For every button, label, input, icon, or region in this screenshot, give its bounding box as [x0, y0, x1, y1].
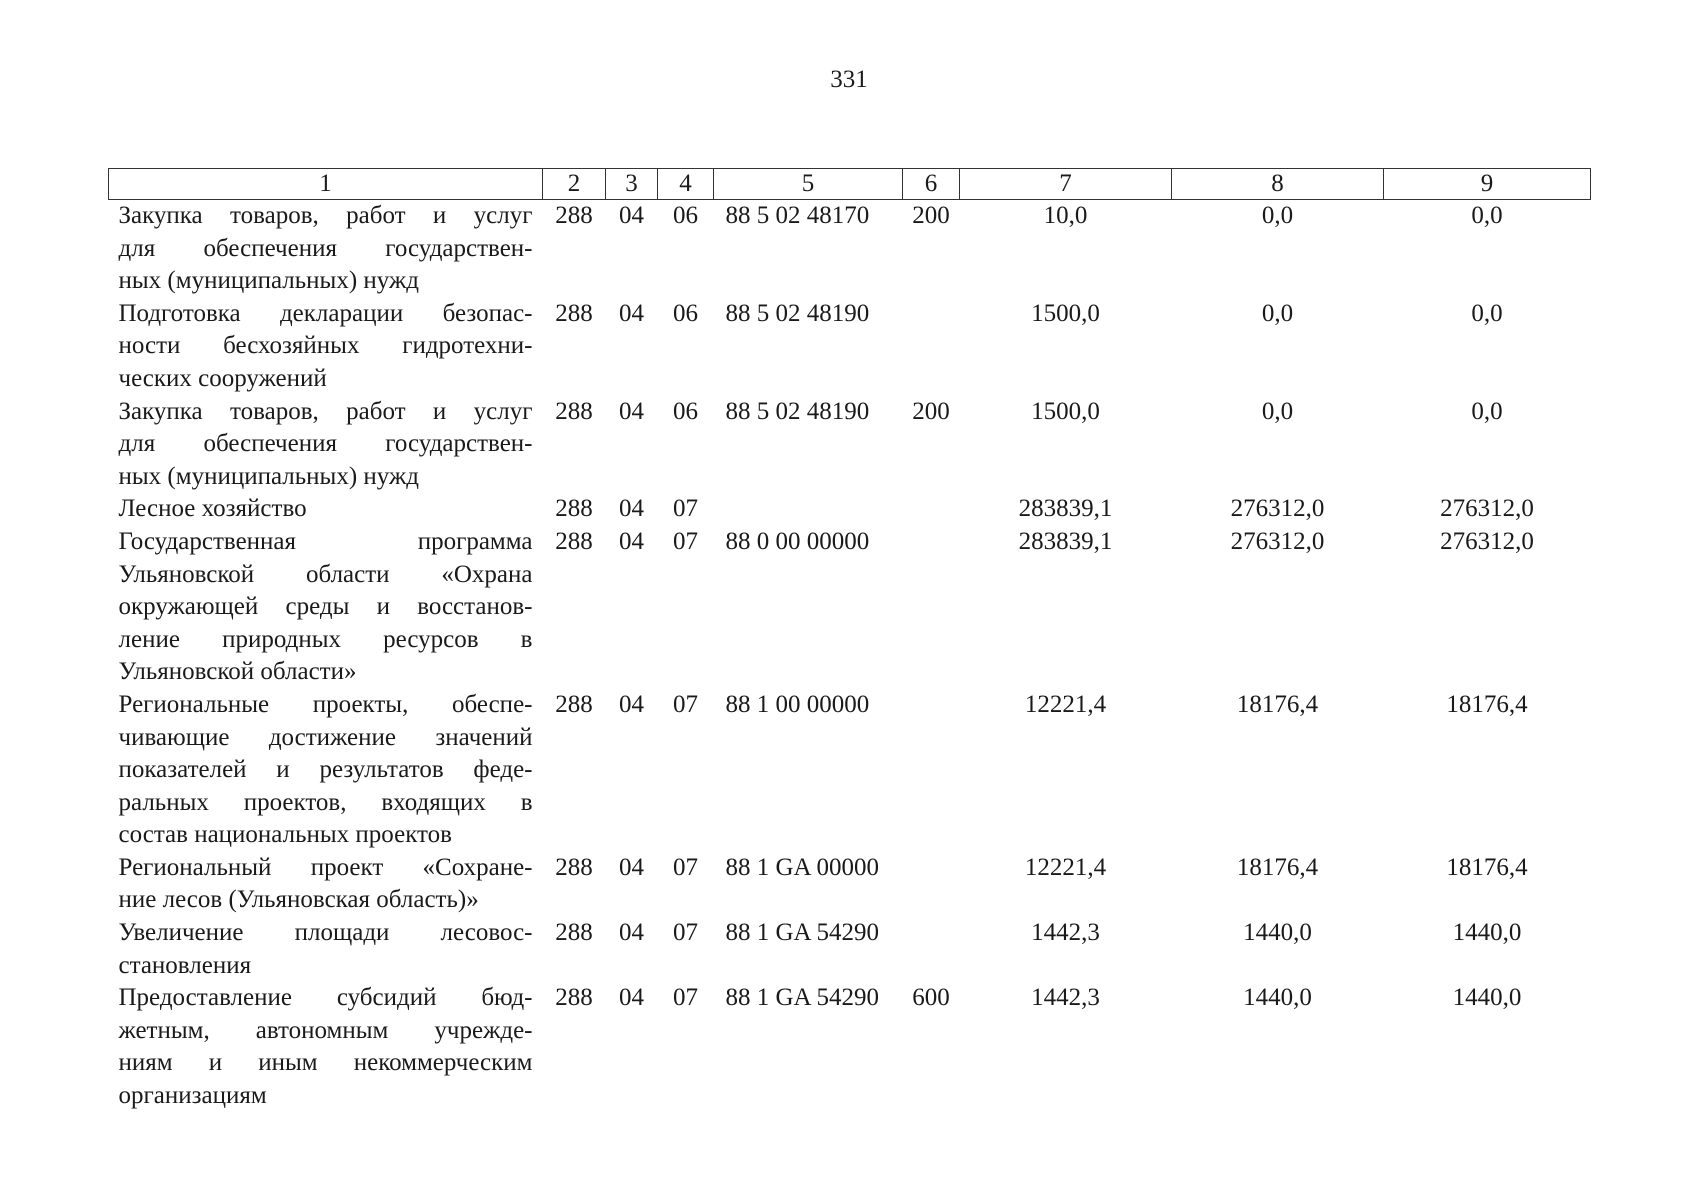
row-name-line: Региональные проекты, обеспе-: [118, 690, 533, 718]
col-8-cell: 276312,0: [1230, 527, 1325, 555]
col-8-cell: 0,0: [1261, 202, 1294, 229]
row-name-line: Ульяновской области»: [118, 658, 357, 686]
col-6-cell: [903, 526, 960, 689]
col-5-cell: [714, 493, 903, 526]
col-9-cell: 276312,0: [1440, 527, 1534, 555]
row-name-line: ральных проектов, входящих в: [118, 788, 533, 816]
col-8-cell: 0,0: [1261, 299, 1294, 327]
row-name-line: Закупка товаров, работ и услуг: [118, 202, 533, 229]
row-name-line: ление природных ресурсов в: [118, 625, 533, 653]
row-name-line: для обеспечения государствен-: [118, 234, 533, 262]
table-row: [109, 493, 1591, 526]
col-6-cell: 600: [912, 984, 950, 1012]
column-header-9: 9: [1384, 169, 1591, 200]
col-6-cell: 200: [912, 397, 950, 425]
col-7-cell: 1442,3: [1031, 984, 1100, 1012]
budget-table: [108, 168, 1591, 1113]
col-2-cell: 288: [555, 202, 593, 229]
table-row: [109, 526, 1591, 689]
col-7-cell: 1500,0: [1031, 397, 1100, 425]
col-4-cell: 06: [673, 397, 698, 425]
row-name-cell: [109, 526, 543, 689]
col-9-cell: 1440,0: [1452, 919, 1522, 947]
column-header-3: 3: [606, 169, 658, 200]
row-name-line: Ульяновской области «Охрана: [118, 560, 533, 588]
col-9-cell: 0,0: [1471, 397, 1503, 425]
col-5-cell: 88 5 02 48190: [725, 397, 870, 425]
row-name-line: Лесное хозяйство: [118, 495, 307, 523]
col-9-cell: 18176,4: [1446, 690, 1528, 718]
col-3-cell: 04: [619, 299, 644, 327]
column-header-1: 1: [109, 169, 543, 200]
column-header-7: 7: [960, 169, 1172, 200]
col-4-cell: 07: [673, 984, 698, 1012]
row-name-line: ных (муниципальных) нужд: [118, 462, 419, 490]
table-row: [109, 852, 1591, 917]
row-name-line: становления: [118, 951, 252, 979]
col-9-cell: 18176,4: [1446, 853, 1528, 881]
row-name-line: ниям и иным некоммерческим: [118, 1049, 533, 1077]
col-3-cell: 04: [619, 853, 644, 881]
row-name-line: для обеспечения государствен-: [118, 430, 533, 458]
col-4-cell: 07: [673, 495, 698, 523]
row-name-line: Закупка товаров, работ и услуг: [118, 397, 533, 425]
col-2-cell: 288: [555, 527, 593, 555]
col-3-cell: 04: [619, 397, 644, 425]
row-name-line: Региональный проект «Сохране-: [118, 853, 533, 881]
table-header: [109, 169, 1591, 200]
col-3-cell: 04: [619, 495, 644, 523]
row-name-cell: [109, 852, 543, 917]
col-6-cell: [903, 493, 960, 526]
row-name-line: Подготовка декларации безопас-: [118, 299, 533, 327]
col-8-cell: 1440,0: [1243, 984, 1312, 1012]
row-name-cell: [109, 396, 543, 494]
row-name-line: ности бесхозяйных гидротехни-: [118, 332, 533, 360]
column-header-5: 5: [714, 169, 903, 200]
col-2-cell: 288: [555, 397, 593, 425]
row-name-line: Государственная программа: [118, 527, 533, 555]
table-row: [109, 689, 1591, 852]
col-3-cell: 04: [619, 690, 644, 718]
col-7-cell: 1500,0: [1031, 299, 1100, 327]
col-5-cell: 88 1 GA 54290: [725, 919, 879, 947]
table-row: [109, 982, 1591, 1112]
col-6-cell: 200: [912, 202, 950, 229]
row-name-cell: [109, 298, 543, 396]
col-2-cell: 288: [555, 919, 593, 947]
row-name-cell: [109, 200, 543, 298]
col-5-cell: 88 0 00 00000: [725, 527, 870, 555]
col-2-cell: 288: [555, 690, 593, 718]
row-name-line: ние лесов (Ульяновская область)»: [118, 886, 479, 914]
header-row: [109, 169, 1591, 200]
col-7-cell: 283839,1: [1018, 527, 1113, 555]
column-header-4: 4: [658, 169, 714, 200]
row-name-cell: [109, 982, 543, 1112]
table-row: [109, 200, 1591, 298]
col-4-cell: 07: [673, 690, 698, 718]
col-5-cell: 88 1 GA 54290: [725, 984, 879, 1012]
row-name-cell: [109, 493, 543, 526]
table-row: [109, 298, 1591, 396]
row-name-cell: [109, 917, 543, 982]
col-4-cell: 07: [673, 919, 698, 947]
col-6-cell: [903, 852, 960, 917]
column-header-8: 8: [1172, 169, 1384, 200]
budget-table-container: [108, 168, 1590, 1113]
row-name-line: ных (муниципальных) нужд: [118, 267, 419, 295]
col-9-cell: 1440,0: [1452, 984, 1522, 1012]
col-7-cell: 283839,1: [1018, 495, 1113, 523]
col-9-cell: 0,0: [1471, 299, 1503, 327]
row-name-line: ческих сооружений: [118, 364, 327, 392]
col-8-cell: 18176,4: [1236, 853, 1319, 881]
row-name-line: организациям: [118, 1082, 267, 1110]
col-3-cell: 04: [619, 527, 644, 555]
col-8-cell: 1440,0: [1243, 919, 1312, 947]
col-7-cell: 12221,4: [1024, 853, 1107, 881]
row-name-line: состав национальных проектов: [118, 821, 452, 849]
row-name-line: окружающей среды и восстанов-: [118, 593, 533, 621]
col-8-cell: 18176,4: [1236, 690, 1319, 718]
row-name-cell: [109, 689, 543, 852]
column-header-2: 2: [543, 169, 606, 200]
table-body: [109, 200, 1591, 1113]
col-7-cell: 10,0: [1043, 202, 1088, 229]
col-4-cell: 06: [673, 299, 698, 327]
row-name-line: Увеличение площади лесовос-: [118, 919, 533, 947]
col-6-cell: [903, 917, 960, 982]
row-name-line: Предоставление субсидий бюд-: [118, 984, 533, 1012]
col-5-cell: 88 5 02 48190: [725, 299, 870, 327]
col-7-cell: 1442,3: [1031, 919, 1100, 947]
table-row: [109, 396, 1591, 494]
col-4-cell: 06: [673, 202, 698, 229]
column-header-6: 6: [903, 169, 960, 200]
col-6-cell: [903, 298, 960, 396]
col-8-cell: 276312,0: [1230, 495, 1325, 523]
col-5-cell: 88 1 00 00000: [725, 690, 870, 718]
col-3-cell: 04: [619, 984, 644, 1012]
col-3-cell: 04: [619, 202, 644, 229]
col-2-cell: 288: [555, 853, 593, 881]
col-2-cell: 288: [555, 984, 593, 1012]
row-name-line: чивающие достижение значений: [118, 723, 533, 751]
col-9-cell: 276312,0: [1440, 495, 1534, 523]
col-4-cell: 07: [673, 853, 698, 881]
col-6-cell: [903, 689, 960, 852]
table-row: [109, 917, 1591, 982]
row-name-line: показателей и результатов феде-: [118, 756, 533, 784]
col-9-cell: 0,0: [1471, 202, 1503, 229]
col-4-cell: 07: [673, 527, 698, 555]
page-number: 331: [830, 66, 868, 93]
row-name-line: жетным, автономным учрежде-: [118, 1016, 533, 1044]
col-2-cell: 288: [555, 495, 593, 523]
col-7-cell: 12221,4: [1024, 690, 1107, 718]
col-3-cell: 04: [619, 919, 644, 947]
col-5-cell: 88 1 GA 00000: [725, 853, 879, 881]
col-8-cell: 0,0: [1261, 397, 1294, 425]
col-2-cell: 288: [555, 299, 593, 327]
col-5-cell: 88 5 02 48170: [725, 202, 870, 229]
